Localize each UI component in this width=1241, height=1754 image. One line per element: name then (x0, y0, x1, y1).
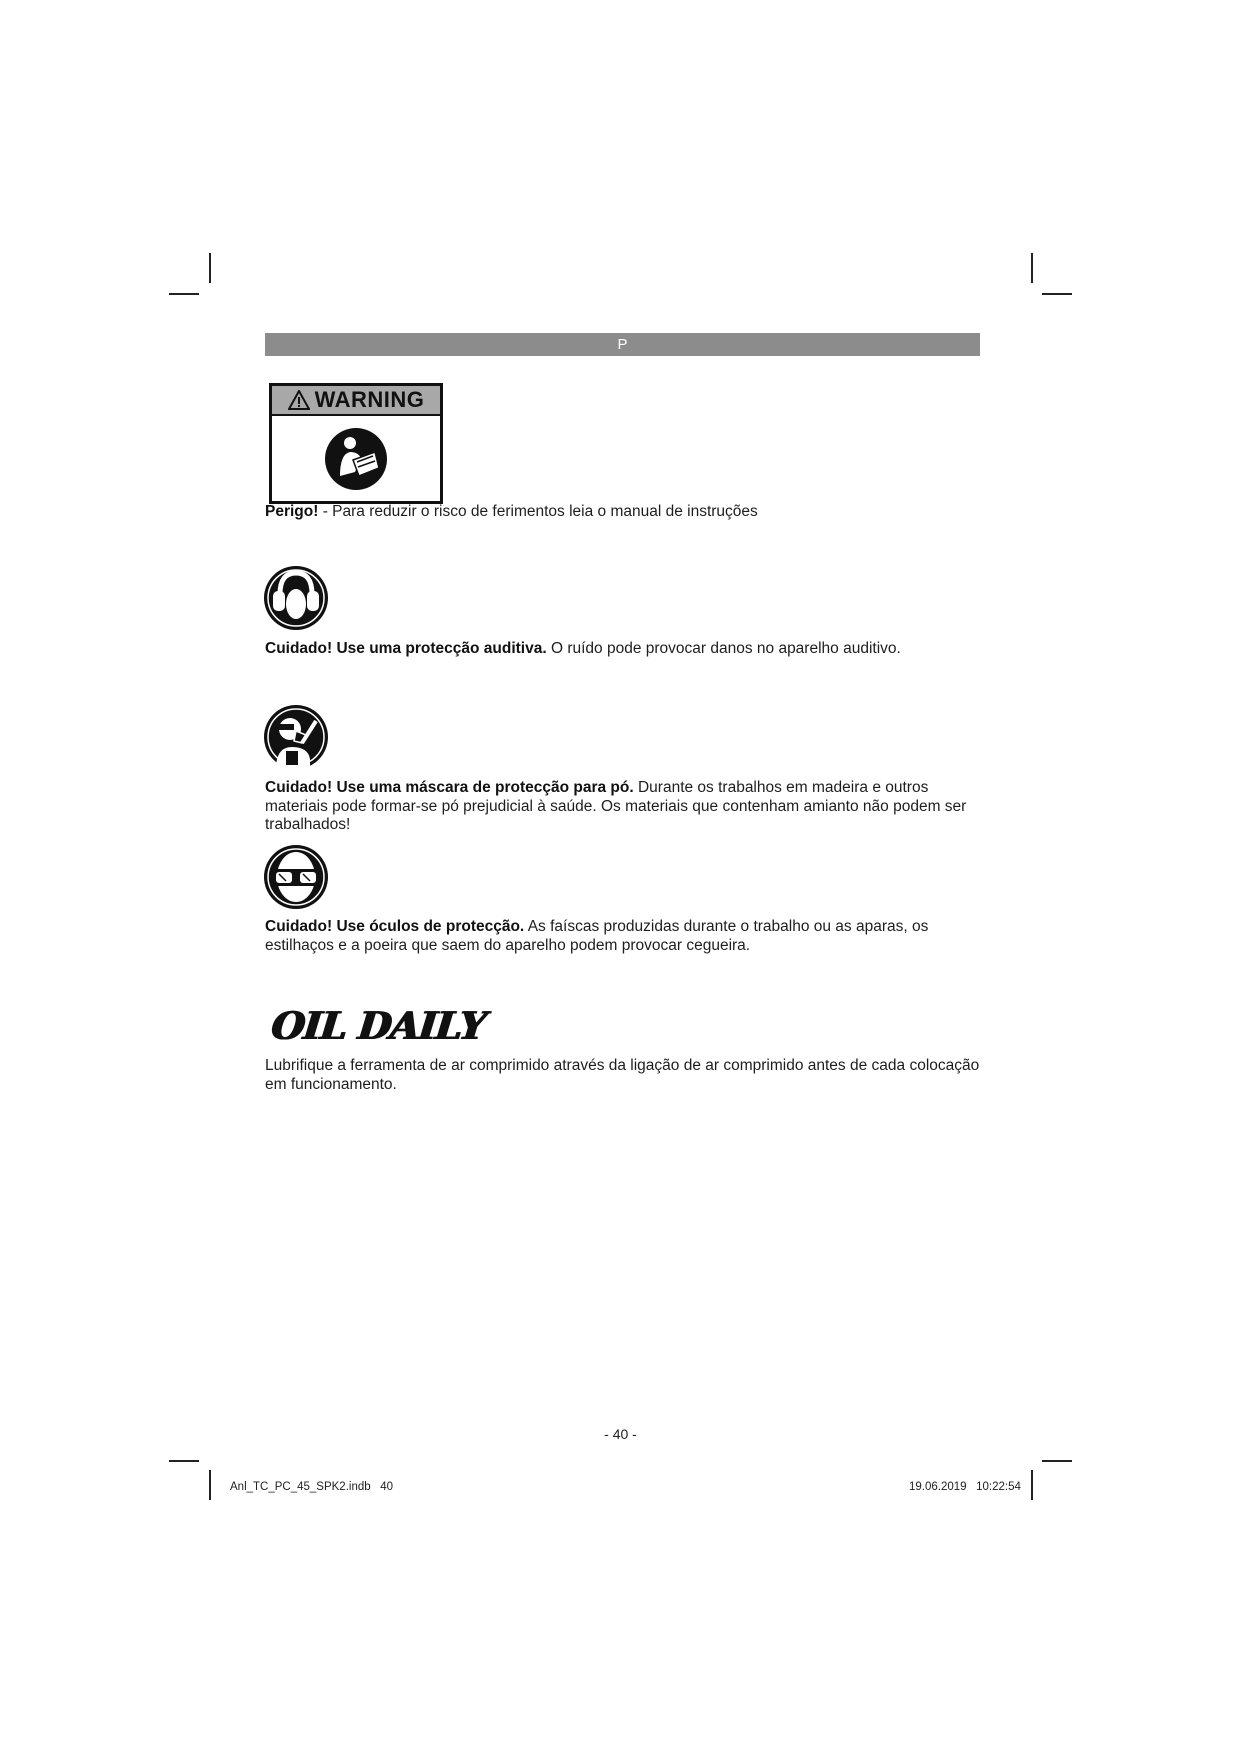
warning-title: WARNING (314, 387, 425, 412)
warning-label-header (272, 386, 440, 416)
hearing-protection-icon (262, 564, 330, 632)
oil-daily-logo: OIL DAILY (269, 1003, 488, 1048)
crop-mark (209, 253, 211, 283)
read-manual-icon (323, 426, 389, 492)
language-code: P (617, 336, 628, 353)
oil-daily-text: Lubrifique a ferramenta de ar comprimido através da ligação de ar comprimido antes de cada colocação em funcionamento. (265, 1057, 980, 1093)
danger-read-manual-text: Perigo! - Para reduzir o risco de ferimentos leia o manual de instruções (265, 503, 758, 520)
dust-mask-icon (262, 703, 330, 771)
dust-mask-text: Cuidado! Use uma máscara de protecção para pó. Durante os trabalhos em madeira e outros materiais pode formar-se pó prejudicial à saúde. Os materiais que contenham amianto não podem ser trabalhados! (265, 779, 967, 833)
hearing-protection-text: Cuidado! Use uma protecção auditiva. O ruído pode provocar danos no aparelho auditivo. (265, 640, 901, 657)
safety-goggles-text: Cuidado! Use óculos de protecção. As faíscas produzidas durante o trabalho ou as aparas, os estilhaços e a poeira que saem do aparelho podem provocar cegueira. (265, 918, 929, 954)
crop-mark (1042, 293, 1072, 295)
footer-timestamp: 19.06.2019 10:22:54 (909, 1481, 1021, 1493)
page-number: - 40 - (604, 1426, 637, 1442)
warning-triangle-icon (288, 390, 310, 410)
safety-goggles-icon (262, 843, 330, 911)
crop-mark (1042, 1460, 1072, 1462)
crop-mark (169, 293, 199, 295)
crop-mark (1031, 253, 1033, 283)
language-header-bar (265, 333, 980, 356)
crop-mark (209, 1470, 211, 1500)
crop-mark (1031, 1470, 1033, 1500)
footer-file-name: Anl_TC_PC_45_SPK2.indb 40 (230, 1481, 394, 1493)
warning-label (269, 383, 443, 504)
crop-mark (169, 1460, 199, 1462)
